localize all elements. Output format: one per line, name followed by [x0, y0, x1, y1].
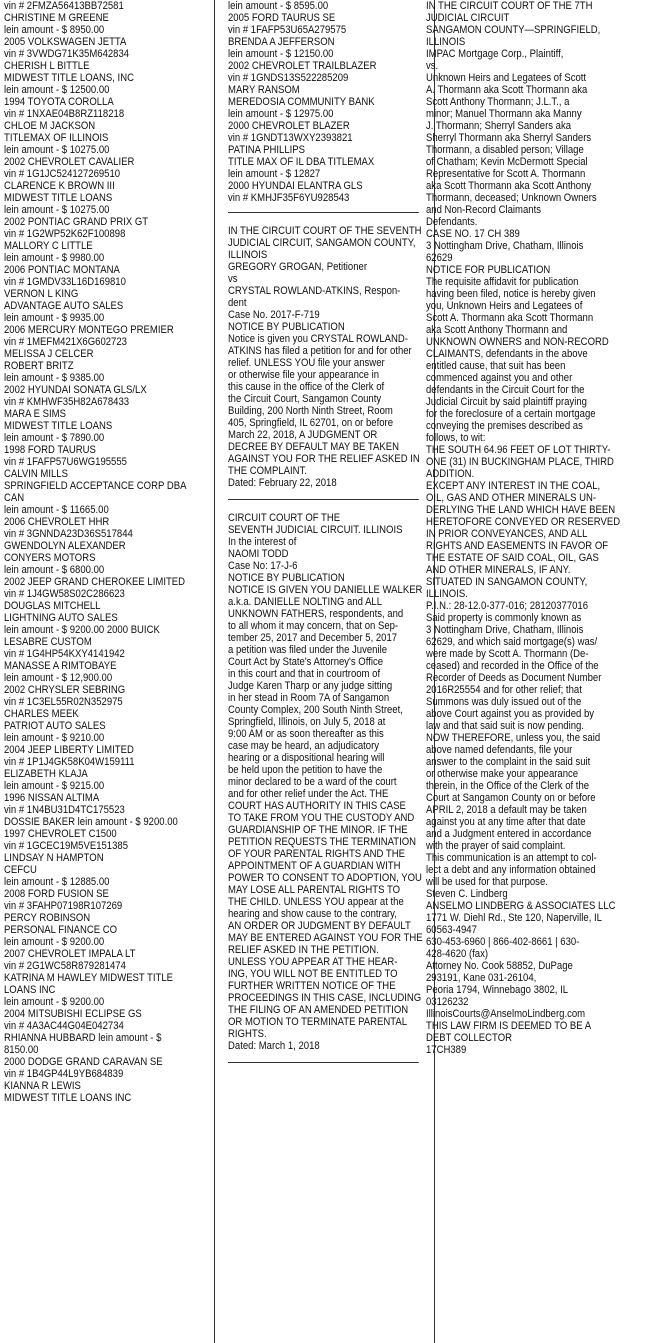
text-line: AND OTHER MINERALS, IF ANY. [426, 564, 571, 576]
notice-separator [228, 499, 419, 500]
text-line: lein amount - $ 9200.00 2000 BUICK [4, 624, 160, 636]
text-line: Judge Karen Tharp or any judge sitting [228, 680, 393, 692]
text-line: DECREE BY DEFAULT MAY BE TAKEN [228, 441, 399, 453]
text-line: PATINA PHILLIPS [228, 144, 306, 156]
text-line: APRIL 2, 2018 a default may be taken [426, 804, 587, 816]
text-line: OF YOUR PARENTAL RIGHTS AND THE [228, 848, 405, 860]
text-line: vin # 1GMDV33L16D169810 [4, 276, 126, 288]
text-line: Steven C. Lindberg [426, 888, 508, 900]
text-line: CLAIMANTS, defendants in the above [426, 348, 588, 360]
text-line: KIANNA R LEWIS [4, 1080, 81, 1092]
text-line: vin # 1G1JC524127269510 [4, 168, 121, 180]
text-line: Springfield, Illinois, on July 5, 2018 at [228, 716, 386, 728]
text-line: KATRINA M HAWLEY MIDWEST TITLE [4, 972, 174, 984]
text-line: Thormann, deceased; Unknown Owners [426, 192, 597, 204]
text-line: JUDICIAL CIRCUIT, SANGAMON COUNTY, [228, 237, 416, 249]
text-line: vin # 1GNDT13WXY2393821 [228, 132, 353, 144]
text-line: for the foreclosure of a certain mortgage [426, 408, 596, 420]
text-line: EXCEPT ANY INTEREST IN THE COAL, [426, 480, 601, 492]
text-line: THE CHILD. UNLESS YOU appear at the [228, 896, 404, 908]
text-line: PROCEEDINGS IN THIS CASE, INCLUDING [228, 992, 422, 1004]
text-line: GWENDOLYN ALEXANDER [4, 540, 126, 552]
column-divider-left [214, 0, 215, 1343]
text-line: 2002 CHEVROLET TRAILBLAZER [228, 60, 377, 72]
text-line: UNKNOWN FATHERS, respondents, and [228, 608, 404, 620]
text-line: 2006 CHEVROLET HHR [4, 516, 110, 528]
text-line: aka Scott Anthony Thormann and [426, 324, 568, 336]
text-line: a petition was filed under the Juvenile [228, 644, 388, 656]
text-line: GREGORY GROGAN, Petitioner [228, 261, 368, 273]
text-line: vin # 1GNDS13S522285209 [228, 72, 349, 84]
text-line: GUARDIANSHIP OF THE MINOR. IF THE [228, 824, 408, 836]
text-line: IN THE CIRCUIT COURT OF THE 7TH [426, 0, 593, 12]
text-line: Case No: 17-J-6 [228, 560, 298, 572]
text-line: CEFCU [4, 864, 37, 876]
text-line: THE FILING OF AN AMENDED PETITION [228, 1004, 409, 1016]
text-line: NOTICE FOR PUBLICATION [426, 264, 551, 276]
text-line: of Chatham; Kevin McDermott Special [426, 156, 588, 168]
text-line: 2002 CHRYSLER SEBRING [4, 684, 126, 696]
text-line: MALLORY C LITTLE [4, 240, 93, 252]
text-line: minor; Manuel Thormann aka Manny [426, 108, 582, 120]
text-line: CHARLES MEEK [4, 708, 79, 720]
text-line: vs. [426, 60, 439, 72]
text-line: AGAINST YOU FOR THE RELIEF ASKED IN [228, 453, 420, 465]
text-line: Summons was duly issued out of the [426, 696, 582, 708]
text-line: UNLESS YOU APPEAR AT THE HEAR- [228, 956, 398, 968]
text-line: and a Judgment entered in accordance [426, 828, 592, 840]
text-line: MIDWEST TITLE LOANS INC [4, 1092, 132, 1104]
text-line: 3 Nottingham Drive, Chatham, Illinois [426, 240, 584, 252]
text-line: conveying the premises described as [426, 420, 583, 432]
text-line: MIDWEST TITLE LOANS [4, 420, 113, 432]
text-line: 2006 PONTIAC MONTANA [4, 264, 120, 276]
text-line: MIDWEST TITLE LOANS [4, 192, 113, 204]
text-line: against you at any time after that date [426, 816, 586, 828]
text-line: CASE NO. 17 CH 389 [426, 228, 520, 240]
text-line: Scott Anthony Thormann; J.L.T., a [426, 96, 570, 108]
text-line: CHRISTINE M GREENE [4, 12, 109, 24]
text-line: CONYERS MOTORS [4, 552, 96, 564]
text-line: Dated: February 22, 2018 [228, 477, 337, 489]
text-line: or otherwise file your appearance in [228, 369, 380, 381]
text-line: Attorney No. Cook 58852, DuPage [426, 960, 573, 972]
text-line: law and that said suit is now pending. [426, 720, 584, 732]
text-line: BRENDA A JEFFERSON [228, 36, 335, 48]
text-line: lein amount - $ 9210.00 [4, 732, 105, 744]
text-line: lein amount - $ 6800.00 [4, 564, 105, 576]
vehicle-liens-continued [228, 0, 422, 204]
text-line: a.k.a. DANIELLE NOLTING and ALL [228, 596, 383, 608]
text-line: MEREDOSIA COMMUNITY BANK [228, 96, 375, 108]
text-line: 2002 PONTIAC GRAND PRIX GT [4, 216, 149, 228]
text-line: be held upon the petition to have the [228, 764, 383, 776]
text-line: vin # 1P1J4GK58K04W159111 [4, 756, 135, 768]
text-line: CRYSTAL ROWLAND-ATKINS, Respon- [228, 285, 401, 297]
text-line: vin # 1C3EL55R02N352975 [4, 696, 123, 708]
text-line: lein amount - $ 10275.00 [4, 144, 110, 156]
text-line: HERETOFORE CONVEYED OR RESERVED [426, 516, 621, 528]
text-line: 2002 JEEP GRAND CHEROKEE LIMITED [4, 576, 186, 588]
text-line: THIS LAW FIRM IS DEEMED TO BE A [426, 1020, 592, 1032]
text-line: were made by Scott A. Thormann (De- [426, 648, 589, 660]
text-line: In the interest of [228, 536, 297, 548]
text-line: 630-453-6960 | 866-402-8661 | 630- [426, 936, 580, 948]
text-line: IllinoisCourts@AnselmoLindberg.com [426, 1008, 586, 1020]
text-line: AN ORDER OR JUDGMENT BY DEFAULT [228, 920, 411, 932]
text-line: Building, 200 North Ninth Street, Room [228, 405, 393, 417]
notice-separator [228, 212, 419, 213]
text-line: lein amount - $ 12150.00 [228, 48, 334, 60]
text-line: 03126232 [426, 996, 469, 1008]
text-line: CHLOE M JACKSON [4, 120, 96, 132]
text-line: Representative for Scott A. Thormann [426, 168, 586, 180]
notice-separator [228, 1062, 419, 1063]
text-line: vin # 1NXAE04B8RZ118218 [4, 108, 125, 120]
text-line: CALVIN MILLS [4, 468, 68, 480]
text-line: MAY BE ENTERED AGAINST YOU FOR THE [228, 932, 423, 944]
text-line: 1996 NISSAN ALTIMA [4, 792, 100, 804]
text-line: vin # KMHJF35F6YU928543 [228, 192, 350, 204]
text-line: 2004 MITSUBISHI ECLIPSE GS [4, 1008, 142, 1020]
text-line: 2005 VOLKSWAGEN JETTA [4, 36, 127, 48]
text-line: POWER TO CONSENT TO ADOPTION, YOU [228, 872, 422, 884]
text-line: NOTICE BY PUBLICATION [228, 572, 345, 584]
text-line: Recorder of Deeds as Document Number [426, 672, 602, 684]
text-line: hearing or a dispositional hearing will [228, 752, 385, 764]
text-line: vin # 1FAFP53U65A279575 [228, 24, 347, 36]
text-line: vin # 1FAFP57U6WG195555 [4, 456, 127, 468]
text-line: will be used for that purpose. [426, 876, 548, 888]
text-line: Dated: March 1, 2018 [228, 1040, 320, 1052]
text-line: MARY RANSOM [228, 84, 300, 96]
text-line: lect a debt and any information obtained [426, 864, 596, 876]
text-line: or otherwise make your appearance [426, 768, 579, 780]
text-line: NOTICE IS GIVEN YOU DANIELLE WALKER [228, 584, 423, 596]
text-line: UNKNOWN OWNERS and NON-RECORD [426, 336, 609, 348]
text-line: 17CH389 [426, 1044, 467, 1056]
text-line: lein amount - $ 12,900.00 [4, 672, 113, 684]
text-line: P.I.N.: 28-12.0-377-016; 28120377016 [426, 600, 589, 612]
text-line: IN THE CIRCUIT COURT OF THE SEVENTH [228, 225, 422, 237]
text-line: IN PRIOR CONVEYANCES, AND ALL [426, 528, 588, 540]
text-line: LINDSAY N HAMPTON [4, 852, 104, 864]
text-line: Notice is given you CRYSTAL ROWLAND- [228, 333, 408, 345]
text-line: lein amount - $ 9215.00 [4, 780, 105, 792]
text-line: APPOINTMENT OF A GUARDIAN WITH [228, 860, 401, 872]
text-line: above Court against you as provided by [426, 708, 595, 720]
text-line: aka Scott Thormann aka Scott Anthony [426, 180, 592, 192]
text-line: SEVENTH JUDICIAL CIRCUIT. ILLINOIS [228, 524, 403, 536]
text-line: with the prayer of said complaint. [426, 840, 566, 852]
text-line: defendants in the Circuit Court for the [426, 384, 585, 396]
text-line: having been filed, notice is hereby given [426, 288, 596, 300]
text-line: ILLINOIS [426, 36, 466, 48]
text-line: entitled cause, that suit has been [426, 360, 566, 372]
text-line: MAY LOSE ALL PARENTAL RIGHTS TO [228, 884, 401, 896]
text-line: CIRCUIT COURT OF THE [228, 512, 341, 524]
text-line: RELIEF ASKED IN THE PETITION. [228, 944, 379, 956]
text-line: vin # 3FAHP07198R107269 [4, 900, 123, 912]
text-line: vin # 1MEFM421X6G602723 [4, 336, 127, 348]
text-line: SANGAMON COUNTY—SPRINGFIELD, [426, 24, 601, 36]
text-line: RIGHTS. [228, 1028, 267, 1040]
text-line: lein amount - $ 8595.00 [228, 0, 329, 12]
text-line: and Non-Record Claimants [426, 204, 542, 216]
text-line: Said property is commonly known as [426, 612, 582, 624]
text-line: lein amount - $ 12885.00 [4, 876, 110, 888]
text-line: lein amount - $ 12827 [228, 168, 321, 180]
text-line: DOUGLAS MITCHELL [4, 600, 101, 612]
text-line: lein amount - $ 9385.00 [4, 372, 105, 384]
text-line: DEBT COLLECTOR [426, 1032, 513, 1044]
text-line: 293191, Kane 031-26104, [426, 972, 537, 984]
text-line: ROBERT BRITZ [4, 360, 74, 372]
column-vehicle-liens [4, 0, 207, 1343]
text-line: IMPAC Mortgage Corp., Plaintiff, [426, 48, 564, 60]
text-line: THE COMPLAINT. [228, 465, 307, 477]
text-line: in her stead in Room 7A of Sangamon [228, 692, 390, 704]
text-line: above named defendants, file your [426, 744, 573, 756]
text-line: 405, Springfield, IL 62701, on or before [228, 417, 394, 429]
text-line: lein amount - $ 8950.00 [4, 24, 105, 36]
text-line: LESABRE CUSTOM [4, 636, 92, 648]
text-line: ceased) and recorded in the Office of the [426, 660, 599, 672]
text-line: dent [228, 297, 247, 309]
text-line: vin # 1G2WP52K62F100898 [4, 228, 126, 240]
text-line: MIDWEST TITLE LOANS, INC [4, 72, 134, 84]
text-line: vin # 1GCEC19M5VE151385 [4, 840, 129, 852]
text-line: ONE (31) IN BUCKINGHAM PLACE, THIRD [426, 456, 614, 468]
text-line: lein amount - $ 9200.00 [4, 996, 105, 1008]
text-line: 428-4620 (fax) [426, 948, 489, 960]
text-line: VERNON L KING [4, 288, 79, 300]
text-line: PERCY ROBINSON [4, 912, 91, 924]
text-line: Scott A. Thormann aka Scott Thormann [426, 312, 594, 324]
text-line: TITLEMAX OF ILLINOIS [4, 132, 109, 144]
text-line: 2007 CHEVROLET IMPALA LT [4, 948, 136, 960]
text-line: vin # 3GNNDA23D36S517844 [4, 528, 133, 540]
text-line: vin # 2G1WC58R879281474 [4, 960, 126, 972]
text-line: ADDITION. [426, 468, 475, 480]
text-line: 1998 FORD TAURUS [4, 444, 96, 456]
text-line: lein amount - $ 9200.00 [4, 936, 105, 948]
text-line: lein amount - $ 12975.00 [228, 108, 334, 120]
text-line: 3 Nottingham Drive, Chatham, Illinois [426, 624, 584, 636]
text-line: The requisite affidavit for publication [426, 276, 579, 288]
text-line: Peoria 1794, Winnebago 3802, IL [426, 984, 569, 996]
text-line: 62629 [426, 252, 453, 264]
text-line: THE SOUTH 64.96 FEET OF LOT THIRTY- [426, 444, 611, 456]
text-line: RIGHTS AND EASEMENTS IN FAVOR OF [426, 540, 609, 552]
text-line: TO TAKE FROM YOU THE CUSTODY AND [228, 812, 415, 824]
text-line: 2000 CHEVROLET BLAZER [228, 120, 350, 132]
text-line: lein amount - $ 12500.00 [4, 84, 110, 96]
text-line: MELISSA J CELCER [4, 348, 94, 360]
text-line: ILLINOIS [228, 249, 268, 261]
text-line: 9:00 AM or as soon thereafter as this [228, 728, 384, 740]
text-line: vin # 4A3AC44G04E042734 [4, 1020, 124, 1032]
text-line: minor declared to be a ward of the court [228, 776, 397, 788]
text-line: vin # KMHWF35H82A678433 [4, 396, 130, 408]
column-middle [228, 0, 422, 1343]
text-line: in this court and that in courtroom of [228, 668, 381, 680]
text-line: PETITION REQUESTS THE TERMINATION [228, 836, 417, 848]
text-line: 1771 W. Diehl Rd., Ste 120, Naperville, IL [426, 912, 602, 924]
text-line: lein amount - $ 10275.00 [4, 204, 110, 216]
text-line: this cause in the office of the Clerk of [228, 381, 385, 393]
text-line: answer to the complaint in the said suit [426, 756, 591, 768]
text-line: CAN [4, 492, 25, 504]
text-line: J. Thormann; Sherryl Sanders aka [426, 120, 572, 132]
text-line: CLARENCE K BROWN III [4, 180, 115, 192]
text-line: TITLE MAX OF IL DBA TITLEMAX [228, 156, 375, 168]
text-line: Court Act by State's Attorney's Office [228, 656, 384, 668]
text-line: therein, in the Office of the Clerk of the [426, 780, 590, 792]
text-line: 2004 JEEP LIBERTY LIMITED [4, 744, 134, 756]
text-line: 2016R25554 and for other relief; that [426, 684, 582, 696]
text-line: SITUATED IN SANGAMON COUNTY, [426, 576, 588, 588]
text-line: MANASSE A RIMTOBAYE [4, 660, 117, 672]
text-line: JUDICIAL CIRCUIT [426, 12, 510, 24]
text-line: Sherryl Thormann aka Sherryl Sanders [426, 132, 592, 144]
text-line: vin # 1N4BU31D4TC175523 [4, 804, 125, 816]
text-line: ING, YOU WILL NOT BE ENTITLED TO [228, 968, 398, 980]
text-line: March 22, 2018, A JUDGMENT OR [228, 429, 378, 441]
text-line: ANSELMO LINDBERG & ASSOCIATES LLC [426, 900, 616, 912]
text-line: NOTICE BY PUBLICATION [228, 321, 345, 333]
text-line: 1994 TOYOTA COROLLA [4, 96, 114, 108]
text-line: OIL, GAS AND OTHER MINERALS UN- [426, 492, 597, 504]
text-line: Unknown Heirs and Legatees of Scott [426, 72, 587, 84]
text-line: DOSSIE BAKER lein amount - $ 9200.00 [4, 816, 178, 828]
text-line: ADVANTAGE AUTO SALES [4, 300, 124, 312]
text-line: 60563-4947 [426, 924, 477, 936]
text-line: vin # 2FMZA56413BB72581 [4, 0, 124, 12]
text-line: hearing and show cause to the contrary, [228, 908, 397, 920]
text-line: PATRIOT AUTO SALES [4, 720, 106, 732]
text-line: vs [228, 273, 238, 285]
text-line: ILLINOIS. [426, 588, 468, 600]
text-line: 8150.00 [4, 1044, 39, 1056]
text-line: Court at Sangamon County on or before [426, 792, 596, 804]
text-line: FURTHER WRITTEN NOTICE OF THE [228, 980, 396, 992]
text-line: COURT HAS AUTHORITY IN THIS CASE [228, 800, 406, 812]
text-line: and for other relief under the Act. THE [228, 788, 389, 800]
text-line: case may be heard, an adjudicatory [228, 740, 380, 752]
text-line: the Circuit Court, Sangamon County [228, 393, 382, 405]
text-line: 2002 CHEVROLET CAVALIER [4, 156, 135, 168]
text-line: ELIZABETH KLAJA [4, 768, 88, 780]
text-line: you, Unknown Heirs and Legatees of [426, 300, 583, 312]
text-line: NOW THEREFORE, unless you, the said [426, 732, 601, 744]
text-line: DERLYING THE LAND WHICH HAVE BEEN [426, 504, 616, 516]
text-line: 62629, and which said mortgage(s) was/ [426, 636, 598, 648]
text-line: 2002 HYUNDAI SONATA GLS/LX [4, 384, 147, 396]
text-line: NAOMI TODD [228, 548, 289, 560]
text-line: ATKINS has filed a petition for and for other [228, 345, 412, 357]
text-line: Thormann, a disabled person; Village [426, 144, 584, 156]
text-line: commenced against you and other [426, 372, 573, 384]
text-line: MARA E SIMS [4, 408, 66, 420]
text-line: vin # 1G4HP54KXY4141942 [4, 648, 125, 660]
text-line: lein amount - $ 7890.00 [4, 432, 105, 444]
text-line: 1997 CHEVROLET C1500 [4, 828, 117, 840]
text-line: vin # 1J4GW58S02C286623 [4, 588, 125, 600]
text-line: relief. UNLESS YOU file your answer [228, 357, 385, 369]
text-line: County Complex, 200 South Ninth Street, [228, 704, 403, 716]
text-line: LIGHTNING AUTO SALES [4, 612, 118, 624]
text-line: Defendants. [426, 216, 478, 228]
text-line: THE ESTATE OF SAID COAL, OIL, GAS [426, 552, 599, 564]
text-line: lein amount - $ 9980.00 [4, 252, 105, 264]
notice-todd [228, 512, 422, 1052]
text-line: 2005 FORD TAURUS SE [228, 12, 336, 24]
text-line: SPRINGFIELD ACCEPTANCE CORP DBA [4, 480, 187, 492]
text-line: 2000 HYUNDAI ELANTRA GLS [228, 180, 363, 192]
text-line: A. Thormann aka Scott Thormann aka [426, 84, 588, 96]
text-line: follows, to wit: [426, 432, 486, 444]
text-line: vin # 3VWDG71K35M642834 [4, 48, 130, 60]
notice-thormann-foreclosure [426, 0, 646, 1343]
text-line: RHIANNA HUBBARD lein amount - $ [4, 1032, 162, 1044]
text-line: PERSONAL FINANCE CO [4, 924, 118, 936]
text-line: tember 25, 2017 and December 5, 2017 [228, 632, 398, 644]
text-line: LOANS INC [4, 984, 56, 996]
text-line: This communication is an attempt to col- [426, 852, 597, 864]
text-line: Judicial Circuit by said plaintiff praying [426, 396, 587, 408]
text-line: OR MOTION TO TERMINATE PARENTAL [228, 1016, 408, 1028]
text-line: CHERISH L BITTLE [4, 60, 90, 72]
text-line: lein amount - $ 9935.00 [4, 312, 105, 324]
text-line: vin # 1B4GP44L9YB684839 [4, 1068, 124, 1080]
text-line: Case No. 2017-F-719 [228, 309, 320, 321]
text-line: 2006 MERCURY MONTEGO PREMIER [4, 324, 174, 336]
text-line: 2008 FORD FUSION SE [4, 888, 109, 900]
text-line: lein amount - $ 11665.00 [4, 504, 109, 516]
text-line: to all whom it may concern, that on Sep- [228, 620, 399, 632]
text-line: 2000 DODGE GRAND CARAVAN SE [4, 1056, 163, 1068]
notice-grogan [228, 225, 422, 489]
